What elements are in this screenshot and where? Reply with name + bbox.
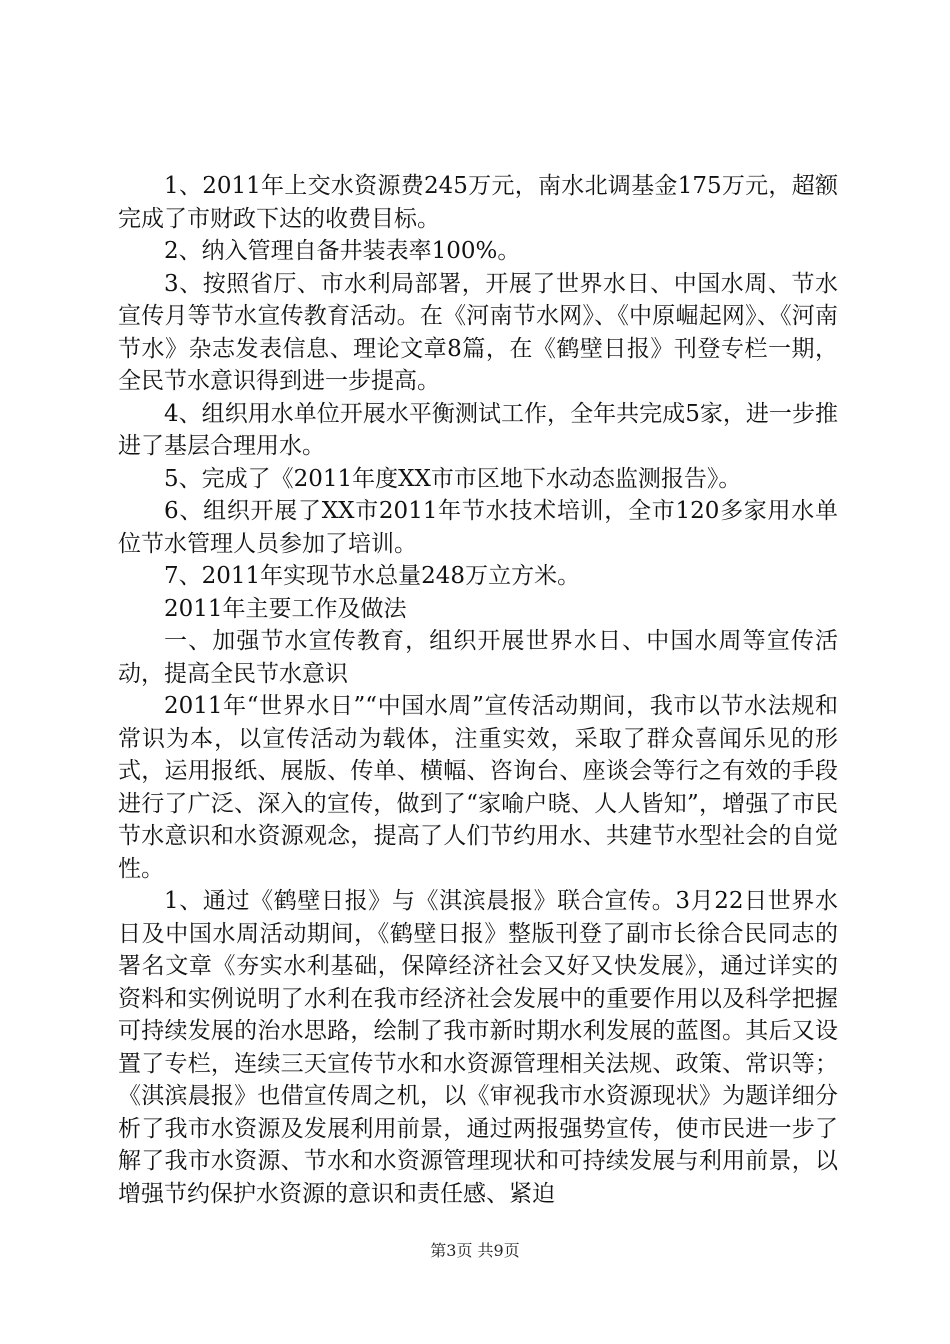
paragraph-publicity-summary: 2011年“世界水日”“中国水周”宣传活动期间，我市以节水法规和常识为本，以宣传活动为载体，注重实效，采取了群众喜闻乐见的形式，运用报纸、展版、传单、横幅、咨询台、座谈会等行之有效的手段进行了广泛、深入的宣传，做到了“家喻户晓、人人皆知”，增强了市民节水意识和水资源观念，提高了人们节约用水、共建节水型社会的自觉性。 bbox=[118, 693, 838, 882]
subsection-heading-publicity: 一、加强节水宣传教育，组织开展世界水日、中国水周等宣传活动，提高全民节水意识 bbox=[118, 628, 838, 687]
paragraph-fee-collection: 1、2011年上交水资源费245万元，南水北调基金175万元，超额完成了市财政下达的收费目标。 bbox=[118, 173, 838, 232]
document-body bbox=[118, 170, 838, 1210]
paragraph-newspaper-publicity: 1、通过《鹤壁日报》与《淇滨晨报》联合宣传。3月22日世界水日及中国水周活动期间，《鹤壁日报》整版刊登了副市长徐合民同志的署名文章《夯实水利基础，保障经济社会又好又快发展》，通过详实的资料和实例说明了水利在我市经济社会发展中的重要作用以及科学把握可持续发展的治水思路，绘制了我市新时期水利发展的蓝图。其后又设置了专栏，连续三天宣传节水和水资源管理相关法规、政策、常识等；《淇滨晨报》也借宣传周之机，以《审视我市水资源现状》为题详细分析了我市水资源及发展利用前景，通过两报强势宣传，使市民进一步了解了我市水资源、节水和水资源管理现状和可持续发展与利用前景，以增强节约保护水资源的意识和责任感、紧迫 bbox=[118, 888, 838, 1207]
paragraph-monitoring-report: 5、完成了《2011年度XX市市区地下水动态监测报告》。 bbox=[164, 465, 742, 492]
paragraph-meter-rate: 2、纳入管理自备井装表率100%。 bbox=[164, 238, 521, 264]
paragraph-publicity-activities: 3、按照省厅、市水利局部署，开展了世界水日、中国水周、节水宣传月等节水宣传教育活动。在《河南节水网》、《中原崛起网》、《河南节水》杂志发表信息、理论文章8篇，在《鹤壁日报》刊登专栏一期，全民节水意识得到进一步提高。 bbox=[118, 270, 838, 394]
page-number-footer: 第3页 共9页 bbox=[430, 1241, 520, 1260]
section-heading-main-work: 2011年主要工作及做法 bbox=[164, 595, 407, 622]
paragraph-training: 6、组织开展了XX市2011年节水技术培训，全市120多家用水单位节水管理人员参加了培训。 bbox=[118, 498, 838, 557]
paragraph-water-balance-test: 4、组织用水单位开展水平衡测试工作，全年共完成5家，进一步推进了基层合理用水。 bbox=[118, 400, 838, 459]
paragraph-water-saving-total: 7、2011年实现节水总量248万立方米。 bbox=[164, 563, 581, 589]
